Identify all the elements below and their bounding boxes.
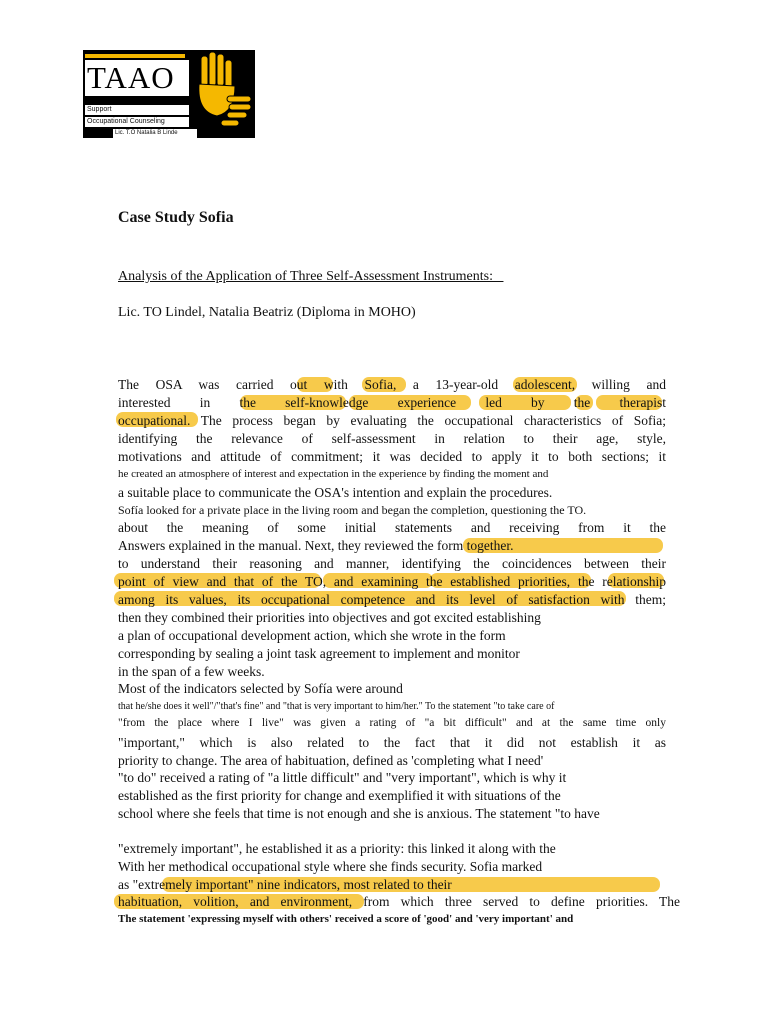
- logo-license-line: Lic. T.O Natalia B Linde: [113, 129, 197, 138]
- body-line: in the span of a few weeks.: [118, 664, 265, 679]
- body-line: "to do" received a rating of "a little difficult" and "very important", which is why it: [118, 770, 567, 785]
- body-line: habituation, volition, and environment, from which three served to define priorities. The: [118, 894, 680, 909]
- body-line: The statement 'expressing myself with others' received a score of 'good' and 'very important' and: [118, 913, 574, 925]
- body-line: occupational. The process began by evaluating the occupational characteristics of Sofia;: [118, 413, 666, 428]
- body-line: established as the first priority for change and exemplified it with situations of the: [118, 788, 561, 803]
- logo-support-line: Support: [85, 105, 189, 115]
- document-author: Lic. TO Lindel, Natalia Beatriz (Diploma in MOHO): [118, 305, 416, 320]
- body-line: priority to change. The area of habituation, defined as 'completing what I need': [118, 753, 544, 768]
- logo-accent-bar: [85, 54, 185, 58]
- body-line: interested in the self-knowledge experience led by the therapist: [118, 395, 666, 410]
- body-line: he created an atmosphere of interest and expectation in the experience by finding the moment and: [118, 468, 549, 480]
- body-line: about the meaning of some initial statements and receiving from it the: [118, 520, 666, 535]
- document-subtitle: Analysis of the Application of Three Self-Assessment Instruments:: [118, 269, 504, 284]
- body-line: to understand their reasoning and manner, identifying the coincidences between their: [118, 556, 666, 571]
- body-line: With her methodical occupational style where she finds security. Sofia marked: [118, 859, 543, 874]
- body-line: corresponding by sealing a joint task agreement to implement and monitor: [118, 646, 520, 661]
- body-line: "from the place where I live" was given a rating of "a bit difficult" and at the same time only: [118, 717, 666, 729]
- body-line: among its values, its occupational competence and its level of satisfaction with them;: [118, 592, 666, 607]
- body-line: Sofía looked for a private place in the living room and began the completion, questioning the TO.: [118, 503, 587, 517]
- logo-wordmark: TAAO: [85, 60, 189, 96]
- body-line: motivations and attitude of commitment; it was decided to apply it to both sections; it: [118, 449, 666, 464]
- body-line: "important," which is also related to the fact that it did not establish it as: [118, 735, 666, 750]
- body-line: a suitable place to communicate the OSA's intention and explain the procedures.: [118, 485, 553, 500]
- hands-icon: [191, 50, 255, 138]
- body-line: The OSA was carried out with Sofia, a 13-year-old adolescent, willing and: [118, 377, 666, 392]
- body-line: that he/she does it well"/"that's fine" and "that is very important to him/her." To the statement "to take care of: [118, 701, 555, 712]
- body-line: a plan of occupational development action, which she wrote in the form: [118, 628, 506, 643]
- body-line: "extremely important", he established it as a priority: this linked it along with the: [118, 841, 556, 856]
- taao-logo: [83, 50, 255, 138]
- body-line: school where she feels that time is not enough and she is anxious. The statement "to have: [118, 806, 600, 821]
- body-line: then they combined their priorities into objectives and got excited establishing: [118, 610, 541, 625]
- body-line: identifying the relevance of self-assessment in relation to their age, style,: [118, 431, 666, 446]
- body-line: as "extremely important" nine indicators, most related to their: [118, 877, 452, 892]
- document-title: Case Study Sofia: [118, 209, 234, 226]
- body-line: point of view and that of the TO, and examining the established priorities, the relationship: [118, 574, 666, 589]
- body-line: Answers explained in the manual. Next, they reviewed the form together.: [118, 538, 514, 553]
- logo-counseling-line: Occupational Counseling: [85, 117, 189, 127]
- body-line: Most of the indicators selected by Sofía were around: [118, 681, 403, 696]
